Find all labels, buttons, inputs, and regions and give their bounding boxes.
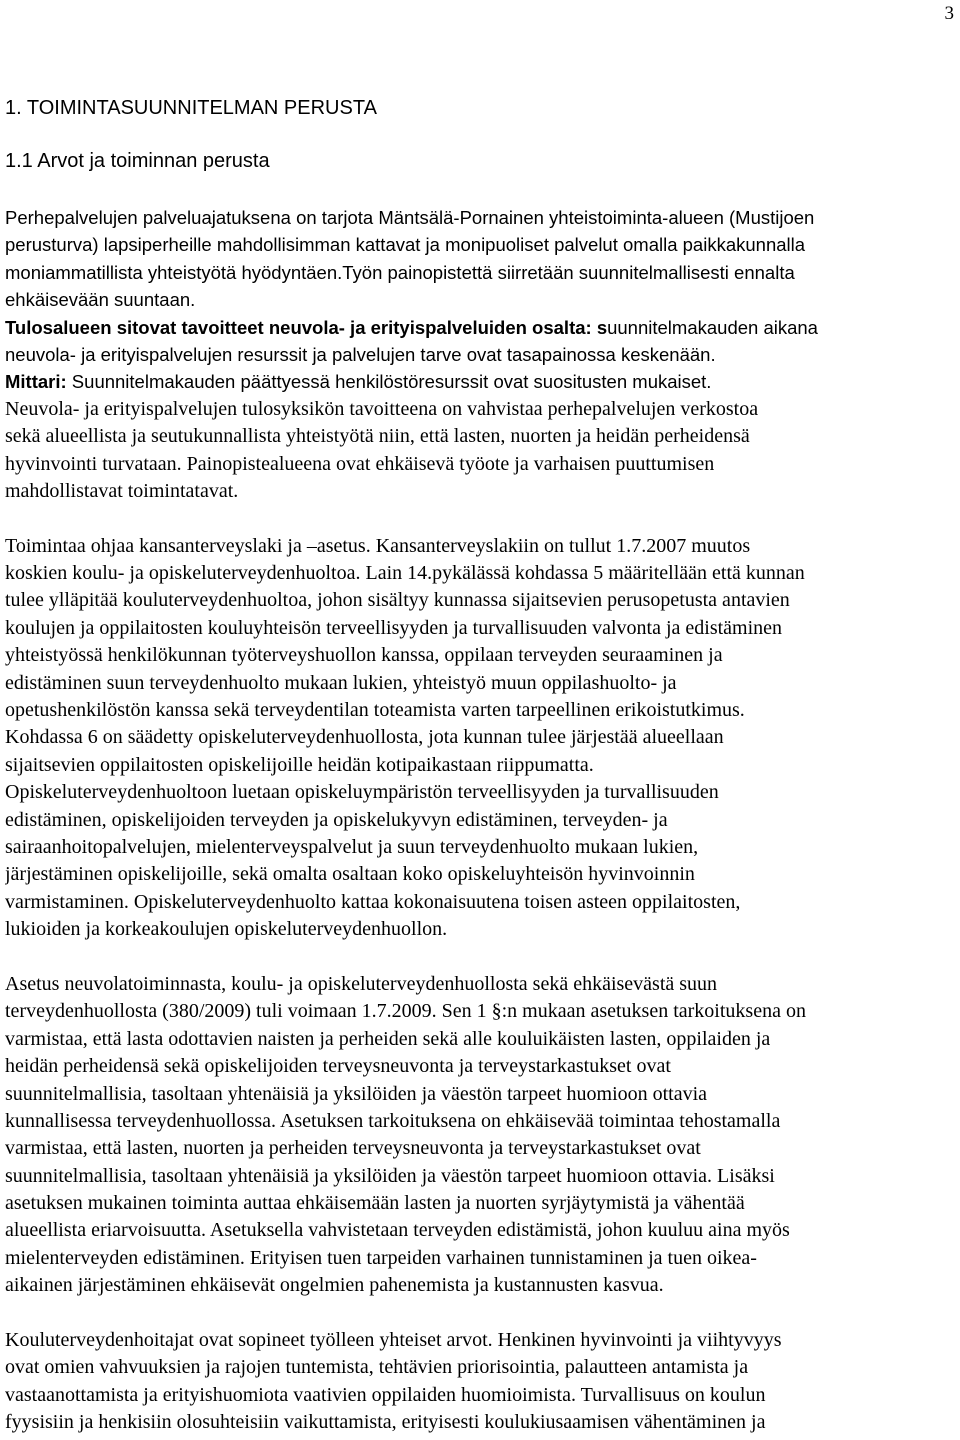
text-line: Perhepalvelujen palveluajatuksena on tarjota Mäntsälä-Pornainen yhteistoiminta-alueen (Mustijoen: [5, 207, 815, 228]
section-heading: 1.1 Arvot ja toiminnan perusta: [5, 150, 270, 172]
metric-paragraph: [5, 368, 955, 395]
text-line: sijaitsevien oppilaitosten opiskelijoille heidän kotipaikastaan riippumatta.: [5, 753, 594, 776]
text-line: perusturva) lapsiperheille mahdollisimman kattavat ja monipuoliset palvelut omalla paikkakunnalla: [5, 234, 806, 256]
text-line: alueellista eriarvoisuutta. Asetuksella vahvistetaan terveyden edistämistä, johon kuuluu aina myös: [5, 1219, 790, 1242]
text-line: hyvinvointi turvataan. Painopistealueena ovat ehkäisevä työote ja varhaisen puuttumisen: [5, 452, 715, 475]
text-line: vastaanottamista ja erityishuomiota vaativien oppilaiden huomioimista. Turvallisuus on koulun: [5, 1383, 766, 1406]
metric-text: Suunnitelmakauden päättyessä henkilöstöresurssit ovat suositusten mukaiset.: [66, 371, 712, 393]
text-line: [5, 368, 955, 395]
text-line: varmistaminen. Opiskeluterveydenhuolto kattaa kokonaisuutena toisen asteen oppilaitosten,: [5, 890, 741, 913]
text-line: suunnitelmallisia, tasoltaan yhtenäisiä ja yksilöiden ja väestön tarpeet huomioon ottavia. Lisäksi: [5, 1164, 775, 1187]
text-line: varmistaa, että lasta odottavien naisten ja perheiden sekä alle kouluikäisten lasten, oppilaiden ja: [5, 1027, 771, 1050]
text-line: mielenterveyden edistäminen. Erityisen tuen tarpeiden varhainen tunnistaminen ja tuen oikea-: [5, 1246, 757, 1269]
main-block: [5, 396, 955, 1437]
text-line: suunnitelmallisia, tasoltaan yhtenäisiä ja yksilöiden ja väestön tarpeet huomioon ottavia: [5, 1082, 708, 1105]
goals-paragraph: [5, 314, 955, 369]
text-line: koulujen ja oppilaitosten kouluyhteisön terveellisyyden ja turvallisuuden valvonta ja edistäminen: [5, 616, 783, 639]
text-line: [5, 314, 955, 341]
text-line: fyysisiin ja henkisiin olosuhteisiin vaikuttamista, erityisesti koulukiusaamisen vähentäminen ja: [5, 1411, 766, 1434]
text-line: koskien koulu- ja opiskeluterveydenhuoltoa. Lain 14.pykälässä kohdassa 5 määritellään että kunnan: [5, 562, 805, 585]
text-line: Kouluterveydenhoitajat ovat sopineet työlleen yhteiset arvot. Henkinen hyvinvointi ja viihtyvyys: [5, 1329, 782, 1352]
text-line: ehkäisevään suuntaan.: [5, 289, 196, 311]
text-line: Asetus neuvolatoiminnasta, koulu- ja opiskeluterveydenhuollosta sekä ehkäisevästä suun: [5, 972, 718, 995]
text-line: Kohdassa 6 on säädetty opiskeluterveydenhuollosta, jota kunnan tulee järjestää alueellaan: [5, 726, 724, 749]
text-line: järjestäminen opiskelijoille, sekä omalta osaltaan koko opiskeluyhteisön hyvinvoinnin: [5, 863, 695, 886]
text-line: ovat omien vahvuuksien ja rajojen tuntemista, tehtävien priorisointia, palautteen antamista ja: [5, 1356, 749, 1379]
text-line: terveydenhuollosta (380/2009) tuli voimaan 1.7.2009. Sen 1 §:n mukaan asetuksen tarkoituksena on: [5, 1000, 806, 1023]
legislation-paragraph: [5, 533, 955, 944]
text-line: mahdollistavat toimintatavat.: [5, 479, 239, 502]
document-body: [5, 204, 955, 1437]
paragraph-gap: [5, 944, 955, 971]
text-line: yhteistyössä henkilökunnan työterveyshuollon kanssa, oppilaan terveyden seuraaminen ja: [5, 644, 723, 667]
unit-goal-paragraph: [5, 396, 955, 506]
text-line: lukioiden ja korkeakoulujen opiskeluterveydenhuollon.: [5, 918, 448, 941]
text-line: neuvola- ja erityispalvelujen resurssit ja palvelujen tarve ovat tasapainossa keskenään.: [5, 343, 716, 365]
text-line: moniammatillista yhteistyötä hyödyntäen.Työn painopistettä siirretään suunnitelmallisesti ennalta: [5, 261, 795, 283]
metric-label: Mittari:: [5, 371, 67, 393]
text-line: Neuvola- ja erityispalvelujen tulosyksikön tavoitteena on vahvistaa perhepalvelujen verkostoa: [5, 397, 759, 420]
text-line: Toimintaa ohjaa kansanterveyslaki ja –asetus. Kansanterveyslakiin on tullut 1.7.2007 muutos: [5, 534, 751, 557]
text-line: edistäminen suun terveydenhuolto mukaan lukien, yhteistyö muun oppilashuolto- ja: [5, 671, 677, 694]
text-line: sekä alueellista ja seutukunnallista yhteistyötä niin, että lasten, nuorten ja heidän perheidensä: [5, 425, 750, 448]
intro-paragraph: [5, 204, 955, 314]
goals-text: uunnitelmakauden aikana: [607, 316, 818, 338]
text-line: aikainen järjestäminen ehkäisevät ongelmien pahenemista ja kustannusten kasvua.: [5, 1274, 664, 1297]
values-paragraph: [5, 1327, 955, 1437]
text-line: Opiskeluterveydenhuoltoon luetaan opiskeluympäristön terveellisyyden ja turvallisuuden: [5, 781, 719, 804]
text-line: kunnallisessa terveydenhuollossa. Asetuksen tarkoituksena on ehkäisevää toimintaa tehostamalla: [5, 1109, 781, 1132]
text-line: opetushenkilöstön kanssa sekä terveydentilan toteamista varten tarpeellinen erikoistutkimus.: [5, 699, 745, 722]
text-line: edistäminen, opiskelijoiden terveyden ja opiskelukyvyn edistäminen, terveyden- ja: [5, 808, 668, 831]
text-line: sairaanhoitopalvelujen, mielenterveyspalvelut ja suun terveydenhuolto mukaan lukien,: [5, 835, 699, 858]
intro-block: [5, 204, 955, 396]
page-number: 3: [944, 3, 954, 24]
decree-paragraph: [5, 971, 955, 1300]
chapter-heading: 1. TOIMINTASUUNNITELMAN PERUSTA: [5, 97, 377, 119]
paragraph-gap: [5, 1300, 955, 1327]
text-line: tulee ylläpitää kouluterveydenhuoltoa, johon sisältyy kunnassa sijaitsevien perusopetusta antavien: [5, 589, 790, 612]
text-line: varmistaa, että lasten, nuorten ja perheiden terveysneuvonta ja terveystarkastukset ovat: [5, 1137, 701, 1160]
text-line: asetuksen mukainen toiminta auttaa ehkäisemään lasten ja nuorten syrjäytymistä ja vähentää: [5, 1192, 745, 1215]
text-line: heidän perheidensä sekä opiskelijoiden terveysneuvonta ja terveystarkastukset ovat: [5, 1055, 671, 1078]
goals-label: Tulosalueen sitovat tavoitteet neuvola- ja erityispalveluiden osalta: s: [5, 316, 608, 338]
paragraph-gap: [5, 505, 955, 532]
